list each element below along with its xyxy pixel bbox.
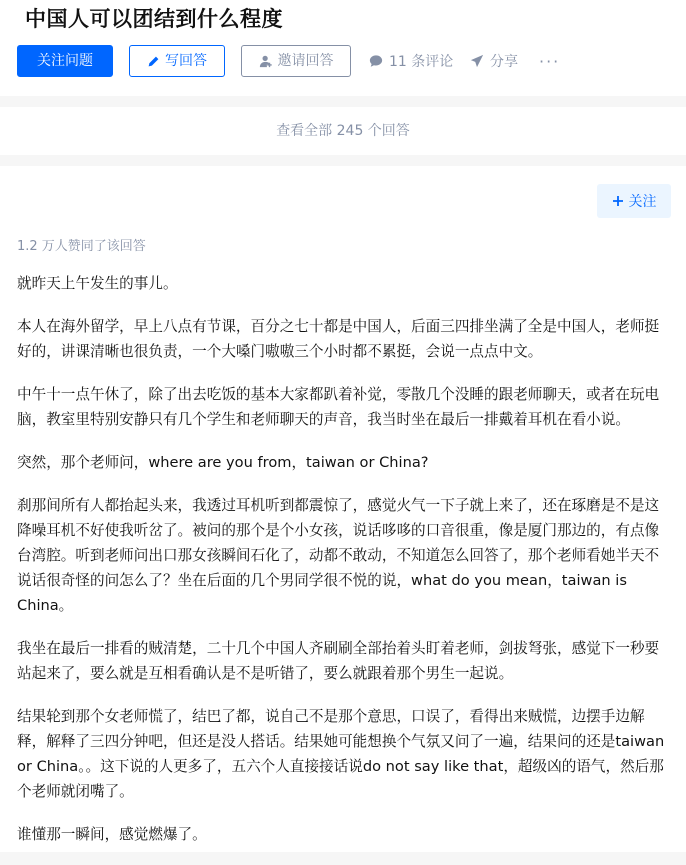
question-title: 中国人可以团结到什么程度	[25, 7, 283, 31]
pencil-icon	[147, 55, 160, 68]
answer-paragraph: 就昨天上午发生的事儿。	[17, 275, 178, 292]
follow-author-button[interactable]	[597, 184, 671, 218]
answer-paragraph: 中午十一点午休了，除了出去吃饭的基本大家都趴着补觉，零散几个没睡的跟老师聊天，或者在玩电脑，教室里特别安静只有几个学生和老师聊天的声音，我当时坐在最后一排戴着耳机在看小说。	[17, 386, 660, 428]
comments-label: 11 条评论	[389, 54, 454, 70]
question-header	[0, 0, 686, 96]
answer-content	[17, 271, 667, 865]
plus-icon	[612, 195, 624, 207]
more-button[interactable]: ···	[539, 51, 561, 71]
view-all-answers-link[interactable]: 查看全部 245 个回答	[0, 107, 686, 155]
answer-paragraph: 谁懂那一瞬间，感觉燃爆了。	[17, 826, 207, 843]
paper-plane-icon	[470, 54, 484, 68]
follow-author-label: 关注	[628, 194, 657, 210]
comment-icon	[369, 54, 383, 68]
answer-paragraph: 突然，那个老师问，where are you from，taiwan or China?	[17, 454, 429, 471]
comments-button[interactable]	[369, 45, 453, 77]
share-label: 分享	[490, 54, 518, 70]
add-user-icon	[259, 54, 273, 68]
invite-answer-button[interactable]	[241, 45, 351, 77]
answer-paragraph: 本人在海外留学，早上八点有节课，百分之七十都是中国人，后面三四排坐满了全是中国人，老师挺好的，讲课清晰也很负责，一个大嗓门嗷嗷三个小时都不累挺，会说一点点中文。	[17, 318, 660, 360]
invite-answer-label: 邀请回答	[277, 53, 334, 69]
share-button[interactable]	[470, 45, 518, 77]
follow-question-label: 关注问题	[37, 53, 93, 69]
answer-paragraph: 刹那间所有人都抬起头来，我透过耳机听到都震惊了，感觉火气一下子就上来了，还在琢磨是不是这降噪耳机不好使我听岔了。被问的那个是个小女孩，说话哆哆的口音很重，像是厦门那边的，有点像台湾腔。听到老师问出口那女孩瞬间石化了，动都不敢动，不知道怎么回答了，那个老师看她半天不说话很奇怪的问怎么了？坐在后面的几个男同学很不悦的说，what do you mean，taiwan is China。	[17, 497, 660, 614]
vote-count: 1.2 万人赞同了该回答	[17, 239, 146, 254]
answer-paragraph: 我坐在最后一排看的贼清楚，二十几个中国人齐刷刷全部抬着头盯着老师，剑拔弩张，感觉下一秒要站起来了，要么就是互相看确认是不是听错了，要么就跟着那个男生一起说。	[17, 640, 660, 682]
answer-card	[0, 166, 686, 852]
answer-paragraph: 结果轮到那个女老师慌了，结巴了都，说自己不是那个意思，口误了，看得出来贼慌，边摆手边解释，解释了三四分钟吧，但还是没人搭话。结果她可能想换个气氛又问了一遍，结果问的还是taiwan or China。。这下说的人更多了，五六个人直接接话说do not say like that，超级凶的语气，然后那个老师就闭嘴了。	[17, 708, 665, 800]
write-answer-label: 写回答	[165, 53, 207, 69]
follow-question-button[interactable]	[17, 45, 113, 77]
write-answer-button[interactable]	[129, 45, 225, 77]
